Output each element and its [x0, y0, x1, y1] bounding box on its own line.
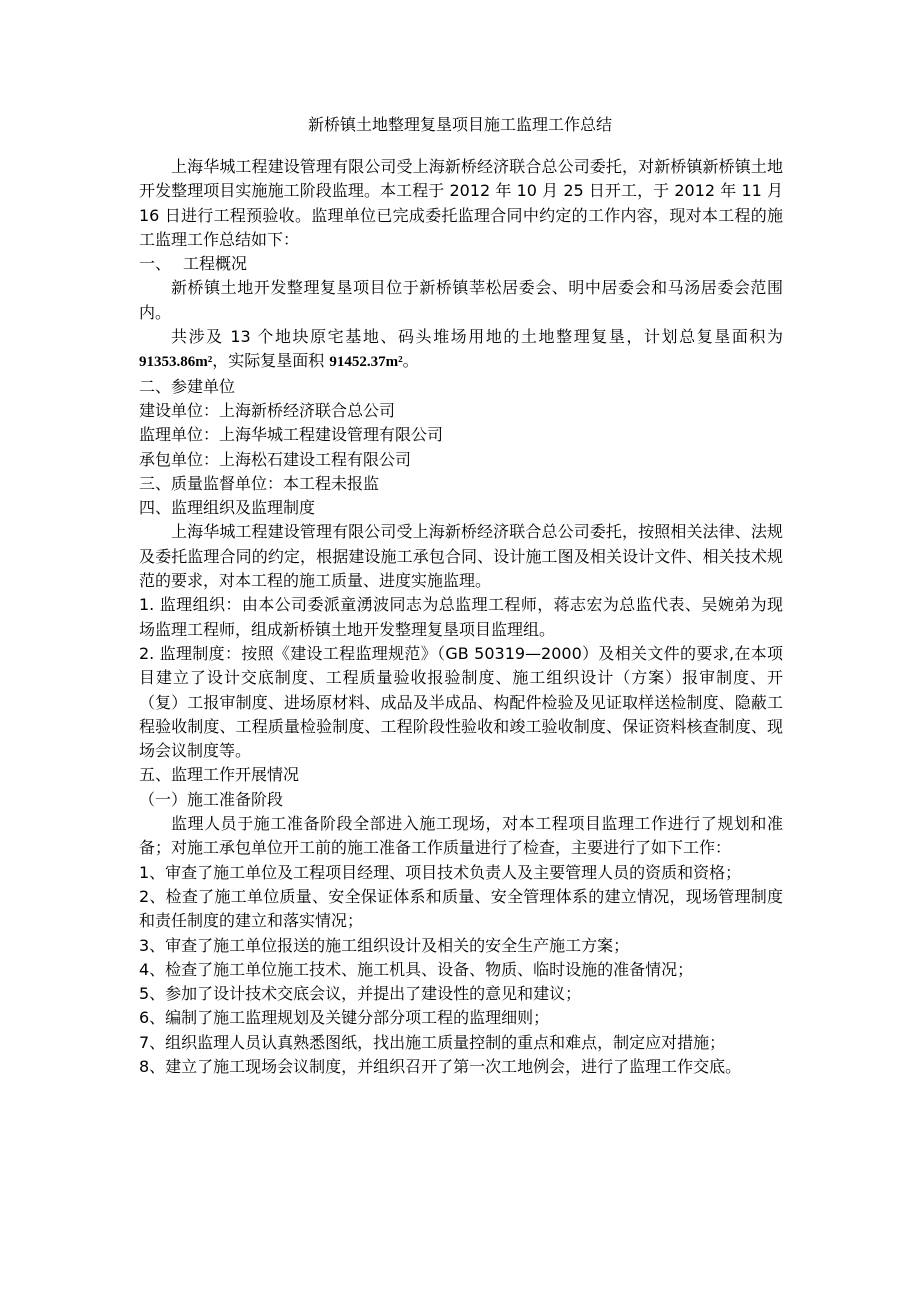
section1-heading: [139, 252, 783, 276]
list-item: 4、检查了施工单位施工技术、施工机具、设备、物质、临时设施的准备情况；: [139, 959, 694, 979]
section3-heading: 三、质量监督单位：本工程未报监: [139, 473, 380, 493]
section4-heading: 四、监理组织及监理制度: [139, 498, 316, 518]
list-item: 5、参加了设计技术交底会议，并提出了建设性的意见和建议；: [139, 984, 582, 1004]
section1-paragraph1: 新桥镇土地开发整理复垦项目位于新桥镇莘松居委会、明中居委会和马汤居委会范围内。: [139, 278, 783, 322]
list-item: 1、审查了施工单位及工程项目经理、项目技术负责人及主要管理人员的资质和资格；: [139, 862, 742, 882]
intro-paragraph: 上海华城工程建设管理有限公司受上海新桥经济联合总公司委托，对新桥镇新桥镇土地开发整理项目实施施工阶段监理。本工程于 2012 年 10 月 25 日开工，于 2012 年 11 月 16 日进行工程预验收。监理单位已完成委托监理合同中约定的工作内容，现对本工程的施工监理工作总结如下：: [139, 157, 783, 249]
list-item: 7、组织监理人员认真熟悉图纸，找出施工质量控制的重点和难点，制定应对措施；: [139, 1032, 726, 1052]
section1-paragraph2: [139, 325, 783, 375]
list-item: 8、建立了施工现场会议制度，并组织召开了第一次工地例会，进行了监理工作交底。: [139, 1056, 742, 1076]
supervisor-unit: 监理单位：上海华城工程建设管理有限公司: [139, 425, 444, 445]
document-title: 新桥镇土地整理复垦项目施工监理工作总结: [307, 115, 612, 134]
list-item: 2、检查了施工单位质量、安全保证体系和质量、安全管理体系的建立情况，现场管理制度和责任制度的建立和落实情况；: [139, 886, 783, 931]
section4-item2: 2. 监理制度：按照《建设工程监理规范》（GB 50319—2000）及相关文件的要求,在本项目建立了设计交底制度、工程质量验收报验制度、施工组织设计（方案）报审制度、开（复）工报审制度、进场原材料、成品及半成品、构配件检验及见证取样送检制度、隐蔽工程验收制度、工程质量检验制度、工程阶段性验收和竣工验收制度、保证资料核查制度、现场会议制度等。: [139, 643, 783, 761]
owner-unit: 建设单位：上海新桥经济联合总公司: [139, 400, 396, 420]
section5-sub1-heading: （一）施工准备阶段: [139, 789, 284, 809]
section4-item1: 1. 监理组织：由本公司委派童湧波同志为总监理工程师，蒋志宏为总监代表、吴婉弟为现场监理工程师，组成新桥镇土地开发整理复垦项目监理组。: [139, 595, 783, 639]
document-body: [139, 155, 783, 1079]
section1-paragraph2-text-c: 。: [402, 351, 419, 371]
section5-sub1-paragraph: 监理人员于施工准备阶段全部进入施工现场，对本工程项目监理工作进行了规划和准备；对施工承包单位开工前的施工准备工作质量进行了检查，主要进行了如下工作：: [139, 814, 783, 858]
section1-paragraph2-text-b: ，实际复垦面积: [212, 351, 330, 371]
list-item: 3、审查了施工单位报送的施工组织设计及相关的安全生产施工方案；: [139, 935, 630, 955]
section2-heading: 二、参建单位: [139, 376, 236, 396]
section4-paragraph: 上海华城工程建设管理有限公司受上海新桥经济联合总公司委托，按照相关法律、法规及委托监理合同的约定，根据建设施工承包合同、设计施工图及相关设计文件、相关技术规范的要求，对本工程的施工质量、进度实施监理。: [139, 522, 783, 591]
planned-area-value: 91353.86m²: [139, 354, 213, 371]
section5-heading: 五、监理工作开展情况: [139, 765, 300, 785]
section1-heading-text: 工程概况: [183, 254, 248, 274]
list-item: 6、编制了施工监理规划及关键分部分项工程的监理细则；: [139, 1008, 550, 1028]
actual-area-value: 91452.37m²: [329, 354, 403, 371]
section1-paragraph2-text-a: 共涉及 13 个地块原宅基地、码头堆场用地的土地整理复垦，计划总复垦面积为: [171, 327, 783, 347]
contractor-unit: 承包单位：上海松石建设工程有限公司: [139, 449, 412, 469]
section1-number: 一、: [139, 254, 172, 274]
